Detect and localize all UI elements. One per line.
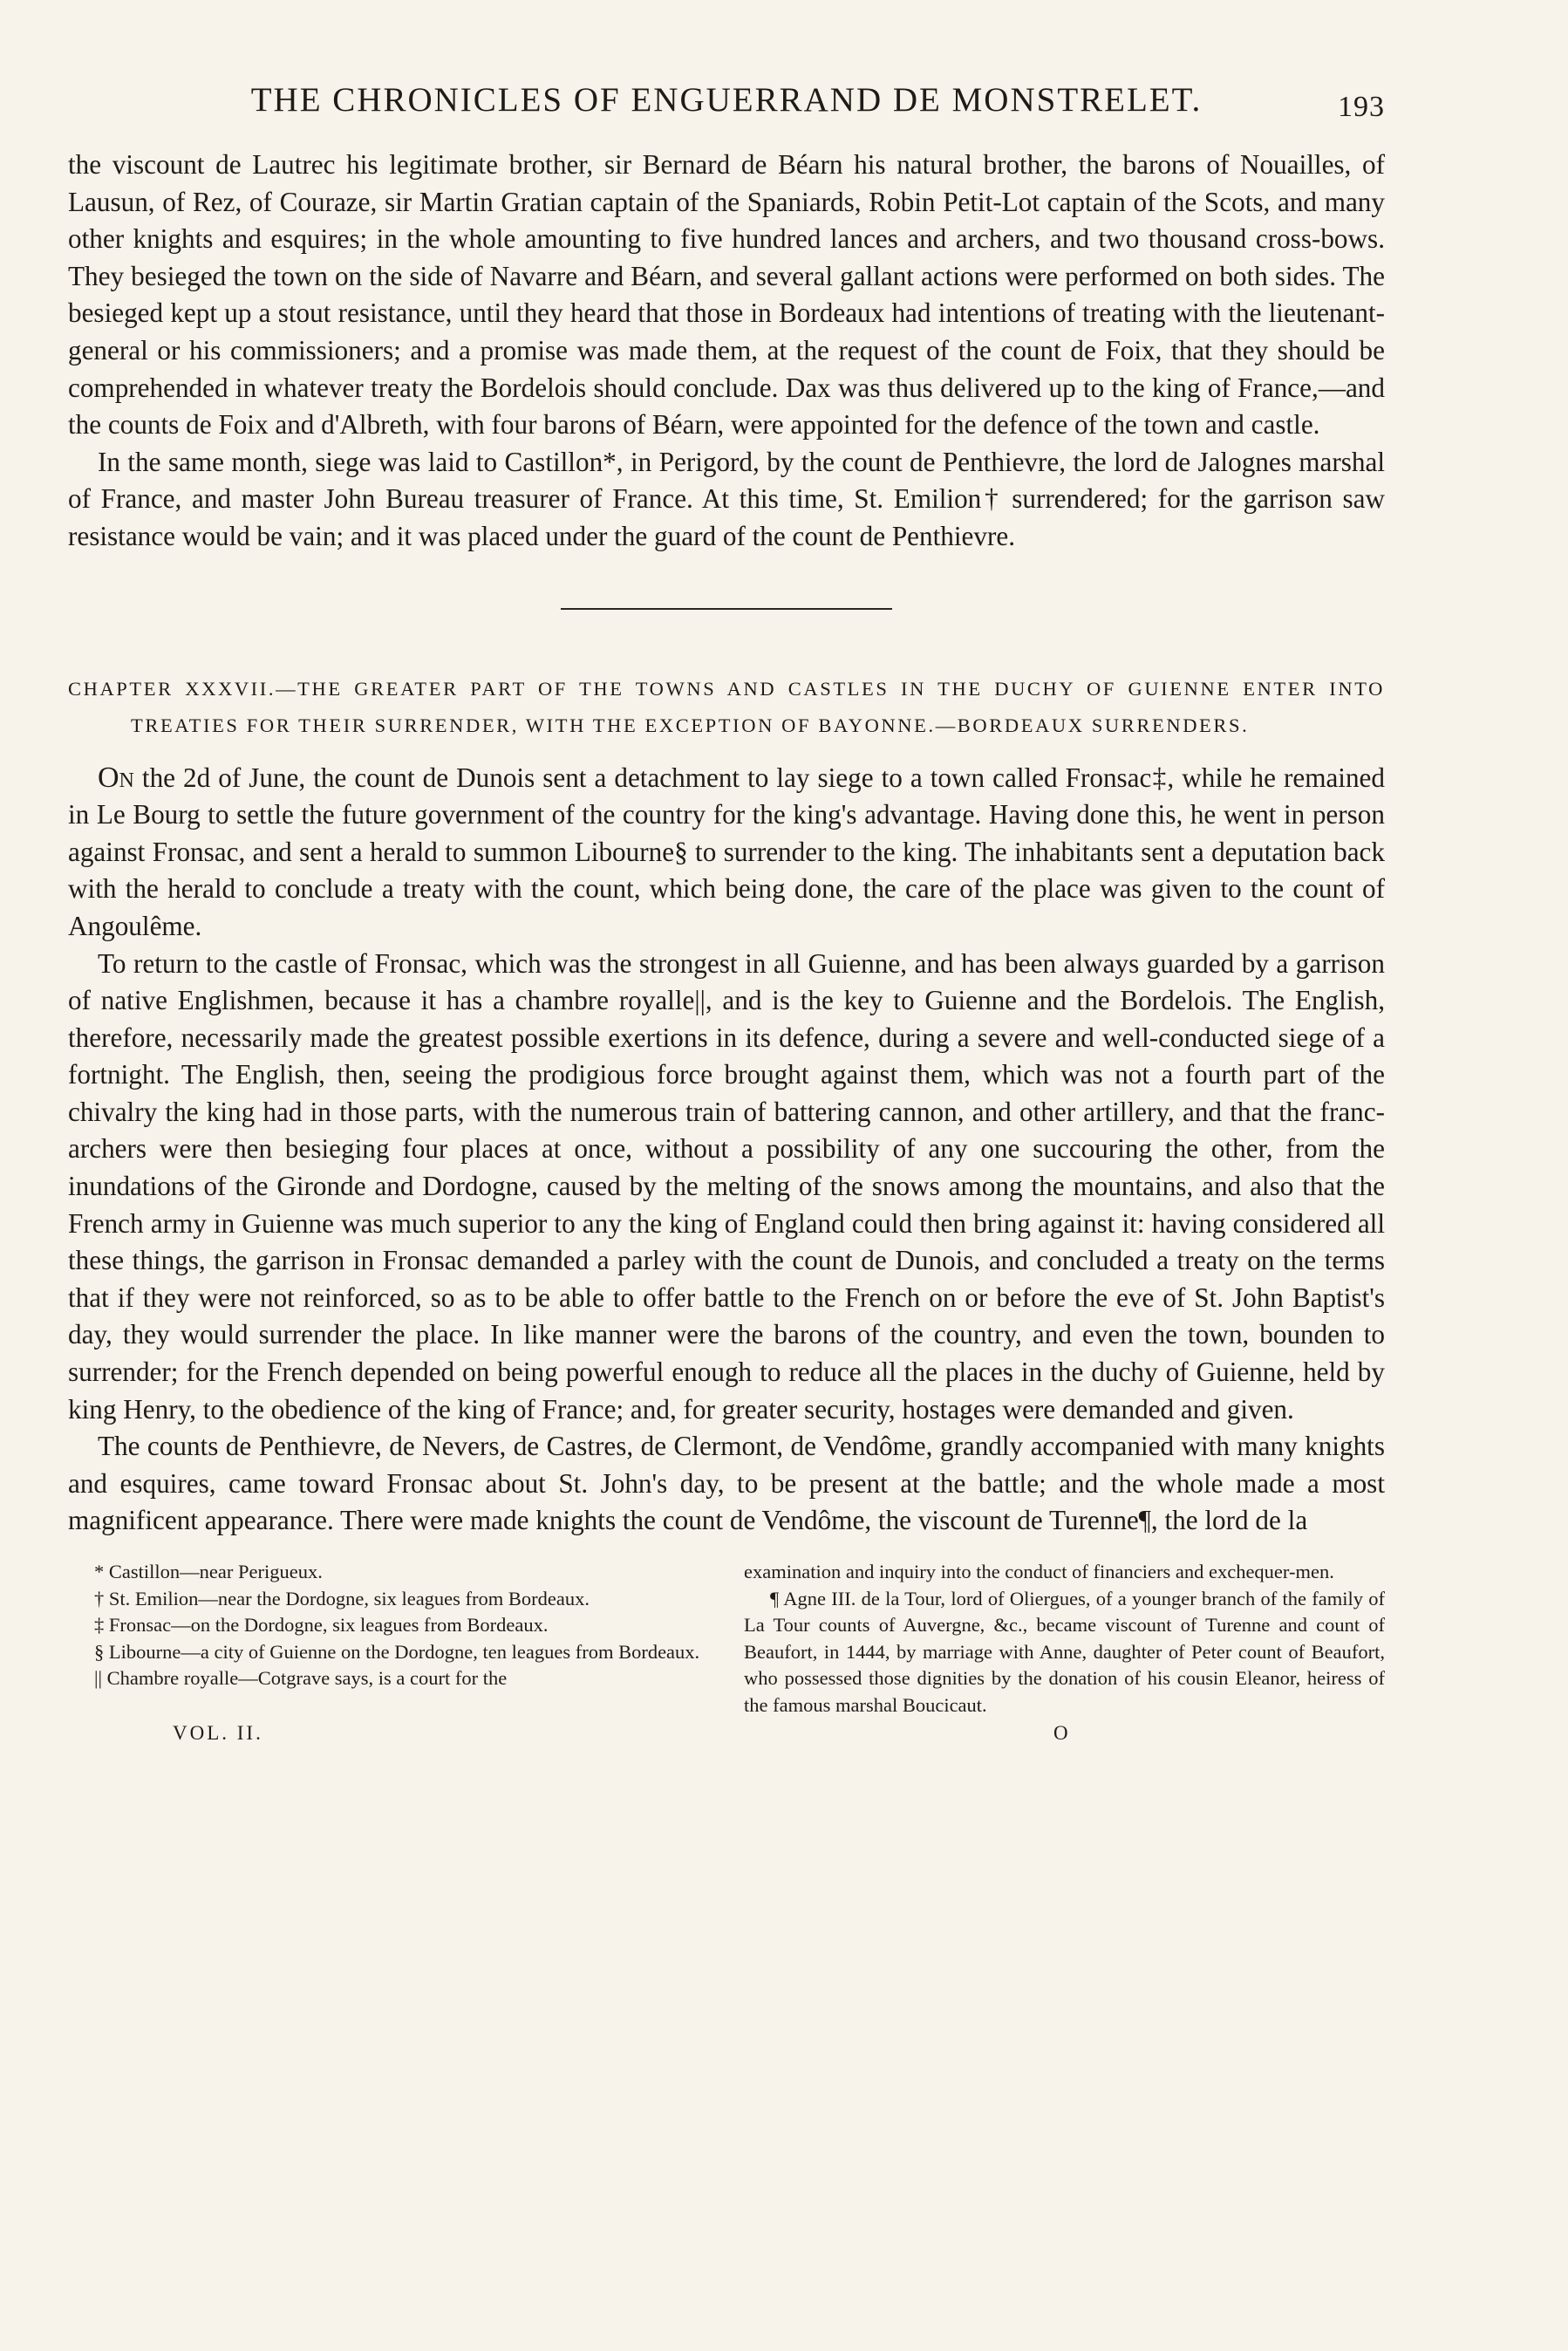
opening-word: On <box>98 761 134 794</box>
footnotes-right-column <box>744 1559 1385 1719</box>
footnote: † St. Emilion—near the Dordogne, six leagues from Bordeaux. <box>94 1587 590 1609</box>
chapter-heading: CHAPTER XXXVII.—THE GREATER PART OF THE TOWNS AND CASTLES IN THE DUCHY OF GUIENNE ENTER INTO TREATIES FOR THEIR SURRENDER, WITH THE EXCEPTION OF BAYONNE.—BORDEAUX SURRENDERS. <box>68 677 1385 736</box>
running-title: THE CHRONICLES OF ENGUERRAND DE MONSTRELET. <box>250 81 1203 119</box>
running-head <box>68 70 1385 131</box>
footnotes <box>68 1559 1385 1719</box>
page-footer <box>68 1722 1385 1760</box>
paragraph-continuation: the viscount de Lautrec his legitimate brother, sir Bernard de Béarn his natural brother, the barons of Nouailles, of Lausun, of Rez, of Couraze, sir Martin Gratian captain of the Spaniards, Robin Petit-Lot captain of the Scots, and many other knights and esquires; in the whole amounting to five hundred lances and archers, and two thousand cross-bows. They besieged the town on the side of Navarre and Béarn, and several gallant actions were performed on both sides. The besieged kept up a stout resistance, until they heard that those in Bordeaux had intentions of treating with the lieutenant-general or his commissioners; and a promise was made them, at the request of the count de Foix, that they should be comprehended in whatever treaty the Bordelois should conclude. Dax was thus delivered up to the king of France,—and the counts de Foix and d'Albreth, with four barons of Béarn, were appointed for the defence of the town and castle. <box>68 149 1385 441</box>
section-divider <box>561 608 892 610</box>
footnote-continuation: examination and inquiry into the conduct of financiers and exchequer-men. <box>744 1561 1334 1582</box>
paragraph-castillon: In the same month, siege was laid to Castillon*, in Perigord, by the count de Penthievre, the lord de Jalognes marshal of France, and master John Bureau treasurer of France. At this time, St. Emilion† surrendered; for the garrison saw resistance would be vain; and it was placed under the guard of the count de Penthievre. <box>68 446 1385 551</box>
chapter-body <box>68 760 1385 1540</box>
footnote: ¶ Agne III. de la Tour, lord of Oliergues, of a younger branch of the family of La Tour counts of Auvergne, &c., became viscount of Turenne and count of Beaufort, in 1444, by marriage with Anne, daughter of Peter count of Beaufort, who possessed those dignities by the donation of his cousin Eleanor, heiress of the famous marshal Boucicaut. <box>744 1587 1385 1716</box>
main-text <box>68 147 1385 1540</box>
volume-label: VOL. II. <box>173 1722 263 1744</box>
footnote: ‡ Fronsac—on the Dordogne, six leagues from Bordeaux. <box>94 1614 549 1636</box>
footnote: || Chambre royalle—Cotgrave says, is a court for the <box>94 1667 508 1689</box>
page-number: 193 <box>1338 91 1385 123</box>
footnotes-left-column <box>68 1559 709 1719</box>
chapter-paragraph-1 <box>68 760 1385 946</box>
chapter-paragraph-3: The counts de Penthievre, de Nevers, de Castres, de Clermont, de Vendôme, grandly accompanied with many knights and esquires, came toward Fronsac about St. John's day, to be present at the battle; and the whole made a most magnificent appearance. There were made knights the count de Vendôme, the viscount de Turenne¶, the lord de la <box>68 1431 1385 1536</box>
chapter-paragraph-1-text: the 2d of June, the count de Dunois sent a detachment to lay siege to a town called Fronsac‡, while he remained in Le Bourg to settle the future government of the country for the king's advantage. Having done this, he went in person against Fronsac, and sent a herald to summon Libourne§ to surrender to the king. The inhabitants sent a deputation back with the herald to conclude a treaty with the count, which being done, the care of the place was given to the count of Angoulême. <box>68 762 1385 941</box>
footnote: § Libourne—a city of Guienne on the Dordogne, ten leagues from Bordeaux. <box>94 1640 700 1663</box>
signature-mark: O <box>1053 1722 1071 1744</box>
chapter-paragraph-2: To return to the castle of Fronsac, which was the strongest in all Guienne, and has been always guarded by a garrison of native Englishmen, because it has a chambre royalle||, and is the key to Guienne and the Bordelois. The English, therefore, necessarily made the greatest possible exertions in its defence, during a severe and well-conducted siege of a fortnight. The English, then, seeing the prodigious force brought against them, which was not a fourth part of the chivalry the king had in those parts, with the numerous train of battering cannon, and other artillery, and that the franc-archers were then besieging four places at once, without a possibility of any one succouring the other, from the inundations of the Gironde and Dordogne, caused by the melting of the snows among the mountains, and also that the French army in Guienne was much superior to any the king of England could then bring against it: having considered all these things, the garrison in Fronsac demanded a parley with the count de Dunois, and concluded a treaty on the terms that if they were not reinforced, so as to be able to offer battle to the French on or before the eve of St. John Baptist's day, they would surrender the place. In like manner were the barons of the country, and even the town, bounden to surrender; for the French depended on being powerful enough to reduce all the places in the duchy of Guienne, held by king Henry, to the obedience of the king of France; and, for greater security, hostages were demanded and given. <box>68 947 1385 1425</box>
book-page <box>68 70 1385 1760</box>
footnote: * Castillon—near Perigueux. <box>94 1561 323 1582</box>
